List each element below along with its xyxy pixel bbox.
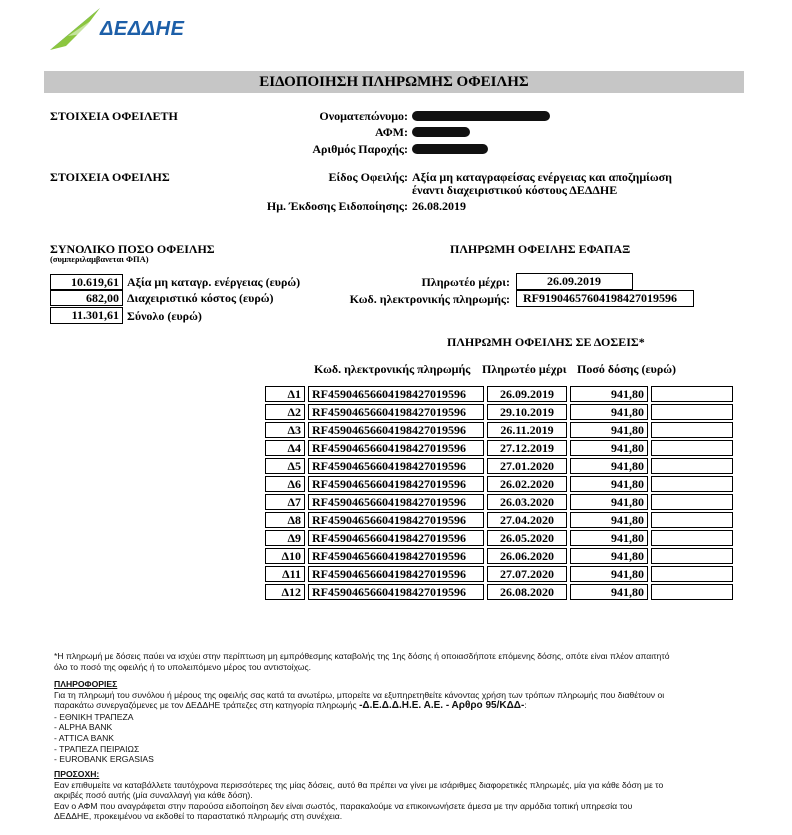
installment-code: RF45904656604198427019596: [308, 584, 484, 600]
installment-id: Δ7: [265, 494, 305, 510]
installment-row: [265, 566, 733, 582]
debtor-section-heading: ΣΤΟΙΧΕΙΑ ΟΦΕΙΛΕΤΗ: [50, 109, 178, 123]
page-title: ΕΙΔΟΠΟΙΗΣΗ ΠΛΗΡΩΜΗΣ ΟΦΕΙΛΗΣ: [44, 71, 744, 93]
installment-due: 26.08.2020: [487, 584, 567, 600]
installment-code: RF45904656604198427019596: [308, 512, 484, 528]
footnote: [54, 651, 670, 672]
bank-item: - ΕΘΝΙΚΗ ΤΡΑΠΕΖΑ: [54, 711, 134, 722]
installment-due: 26.11.2019: [487, 422, 567, 438]
admin-cost-label: Διαχειριστικό κόστος (ευρώ): [127, 291, 274, 305]
total-subheading: (συμπεριλαμβανεται ΦΠΑ): [50, 254, 149, 264]
info-heading: ΠΛΗΡΟΦΟΡΙΕΣ: [54, 679, 118, 689]
installment-amount: 941,80: [570, 458, 648, 474]
installment-empty-cell: [651, 422, 733, 438]
installments-table: [262, 384, 736, 602]
col-due-header: Πληρωτέο μέχρι: [482, 362, 567, 376]
installment-due: 27.01.2020: [487, 458, 567, 474]
installments-heading: ΠΛΗΡΩΜΗ ΟΦΕΙΛΗΣ ΣΕ ΔΟΣΕΙΣ*: [447, 335, 645, 349]
info-block: [54, 679, 664, 765]
installment-row: [265, 422, 733, 438]
attention-line2: ακριβές ποσό αυτής (μία συναλλαγή για κάθε δόση).: [54, 790, 253, 801]
supply-label: Αριθμός Παροχής:: [312, 142, 408, 156]
installment-row: [265, 512, 733, 528]
lump-heading: ΠΛΗΡΩΜΗ ΟΦΕΙΛΗΣ ΕΦΑΠΑΞ: [450, 242, 631, 256]
installment-due: 26.02.2020: [487, 476, 567, 492]
installment-empty-cell: [651, 584, 733, 600]
installment-amount: 941,80: [570, 512, 648, 528]
col-amount-header: Ποσό δόσης (ευρώ): [577, 362, 677, 376]
debt-type-line2: έναντι διαχειριστικού κόστους ΔΕΔΔΗΕ: [412, 183, 618, 197]
installment-id: Δ4: [265, 440, 305, 456]
col-code-header: Κωδ. ηλεκτρονικής πληρωμής: [314, 362, 471, 376]
bank-item: - ΤΡΑΠΕΖΑ ΠΕΙΡΑΙΩΣ: [54, 743, 140, 754]
installment-amount: 941,80: [570, 404, 648, 420]
installment-code: RF45904656604198427019596: [308, 386, 484, 402]
installment-code: RF45904656604198427019596: [308, 404, 484, 420]
info-line2: παρακάτω συνεργαζόμενες με τον ΔΕΔΔΗΕ τράπεζες στη κατηγορία πληρωμής -Δ.Ε.Δ.Δ.Η.Ε. Α.Ε. - Αρθρο 95/ΚΔΔ-:: [54, 700, 527, 712]
installment-id: Δ12: [265, 584, 305, 600]
installment-code: RF45904656604198427019596: [308, 566, 484, 582]
installment-row: [265, 548, 733, 564]
installment-amount: 941,80: [570, 422, 648, 438]
installment-amount: 941,80: [570, 494, 648, 510]
installment-row: [265, 530, 733, 546]
installment-empty-cell: [651, 440, 733, 456]
total-amount: 11.301,61: [50, 307, 123, 324]
installment-id: Δ8: [265, 512, 305, 528]
installment-id: Δ11: [265, 566, 305, 582]
installment-code: RF45904656604198427019596: [308, 440, 484, 456]
lump-code-value: RF91904657604198427019596: [516, 290, 694, 307]
company-logo: [48, 6, 196, 54]
installment-code: RF45904656604198427019596: [308, 530, 484, 546]
installment-row: [265, 494, 733, 510]
attention-line4: ΔΕΔΔΗΕ, προκειμένου να εκδοθεί το παραστατικό πληρωμής στη συνέχεια.: [54, 811, 343, 822]
installment-amount: 941,80: [570, 440, 648, 456]
afm-label: ΑΦΜ:: [374, 125, 408, 139]
name-redaction: [412, 111, 550, 121]
total-label: Σύνολο (ευρώ): [127, 309, 202, 323]
installment-row: [265, 584, 733, 600]
debt-section-heading: ΣΤΟΙΧΕΙΑ ΟΦΕΙΛΗΣ: [50, 170, 170, 184]
installment-amount: 941,80: [570, 476, 648, 492]
installment-row: [265, 404, 733, 420]
admin-cost-amount: 682,00: [50, 290, 123, 306]
installment-id: Δ3: [265, 422, 305, 438]
installment-empty-cell: [651, 512, 733, 528]
installment-id: Δ2: [265, 404, 305, 420]
installment-id: Δ10: [265, 548, 305, 564]
supply-redaction: [412, 144, 488, 154]
debt-type-label: Είδος Οφειλής:: [328, 170, 408, 184]
energy-amount: 10.619,61: [50, 274, 123, 290]
installment-due: 26.06.2020: [487, 548, 567, 564]
installment-amount: 941,80: [570, 548, 648, 564]
installment-due: 26.05.2020: [487, 530, 567, 546]
installment-id: Δ1: [265, 386, 305, 402]
installment-due: 26.09.2019: [487, 386, 567, 402]
attention-heading: ΠΡΟΣΟΧΗ:: [54, 769, 100, 779]
energy-label: Αξία μη καταγρ. ενέργειας (ευρώ): [127, 275, 301, 289]
footnote-line2: όλο το ποσό της οφειλής ή το υπολειπόμενο μέρος του αντιστοίχως.: [54, 661, 312, 672]
bank-item: - ATTICA BANK: [54, 732, 115, 743]
attention-block: [54, 769, 663, 822]
installment-code: RF45904656604198427019596: [308, 422, 484, 438]
installment-row: [265, 440, 733, 456]
footnote-line1: *Η πληρωμή με δόσεις παύει να ισχύει στην περίπτωση μη εμπρόθεσμης καταβολής της 1ης δόσης ή οποιασδήποτε επόμενης δόσης, οπότε είναι πλέον απαιτητό: [54, 651, 670, 661]
debt-type-line1: Αξία μη καταγραφείσας ενέργειας και αποζημίωση: [412, 170, 672, 184]
total-heading: ΣΥΝΟΛΙΚΟ ΠΟΣΟ ΟΦΕΙΛΗΣ: [50, 242, 215, 256]
installment-row: [265, 476, 733, 492]
installment-id: Δ6: [265, 476, 305, 492]
installment-due: 27.04.2020: [487, 512, 567, 528]
installment-empty-cell: [651, 530, 733, 546]
installment-empty-cell: [651, 476, 733, 492]
logo-mark-icon: [48, 6, 104, 54]
installment-due: 29.10.2019: [487, 404, 567, 420]
logo-text: ΔΕΔΔΗΕ: [100, 18, 185, 40]
name-label: Ονοματεπώνυμο:: [319, 109, 408, 123]
installment-code: RF45904656604198427019596: [308, 494, 484, 510]
issue-date-label: Ημ. Έκδοσης Ειδοποίησης:: [266, 199, 408, 213]
installment-due: 27.07.2020: [487, 566, 567, 582]
installment-empty-cell: [651, 566, 733, 582]
installment-due: 26.03.2020: [487, 494, 567, 510]
afm-redaction: [412, 127, 470, 137]
installment-amount: 941,80: [570, 584, 648, 600]
lump-due-label: Πληρωτέο μέχρι:: [421, 275, 510, 289]
issue-date: 26.08.2019: [412, 199, 466, 213]
installment-empty-cell: [651, 548, 733, 564]
lump-code-label: Κωδ. ηλεκτρονικής πληρωμής:: [349, 292, 510, 306]
installment-empty-cell: [651, 494, 733, 510]
installment-code: RF45904656604198427019596: [308, 548, 484, 564]
bank-item: - ALPHA BANK: [54, 722, 113, 733]
installment-code: RF45904656604198427019596: [308, 476, 484, 492]
bank-item: - EUROBANK ERGASIAS: [54, 754, 154, 765]
installment-due: 27.12.2019: [487, 440, 567, 456]
installment-amount: 941,80: [570, 566, 648, 582]
installment-empty-cell: [651, 404, 733, 420]
installment-amount: 941,80: [570, 386, 648, 402]
installment-amount: 941,80: [570, 530, 648, 546]
attention-line1: Εαν επιθυμείτε να καταβάλλετε ταυτόχρονα περισσότερες της μίας δόσεις, αυτό θα πρέπει να γίνει με ισάριθμες διαφορετικές πληρωμές, μία για κάθε δόση με το: [54, 779, 664, 790]
installment-id: Δ9: [265, 530, 305, 546]
installment-empty-cell: [651, 458, 733, 474]
attention-line3: Εαν ο ΑΦΜ που αναγράφεται στην παρούσα ειδοποίηση δεν είναι σωστός, παρακαλούμε να επικοινωνήσετε άμεσα με την αρμόδια τοπική υπηρεσία του: [54, 800, 633, 811]
installment-row: [265, 458, 733, 474]
installment-code: RF45904656604198427019596: [308, 458, 484, 474]
info-line1: Για τη πληρωμή του συνόλου ή μέρους της οφειλής σας κατά τα ανωτέρω, μπορείτε να εξυπηρετηθείτε κάνοντας χρήση των τρόπων πληρωμής που διαθέτουν οι: [54, 689, 665, 700]
lump-due-value: 26.09.2019: [516, 273, 633, 290]
installment-row: [265, 386, 733, 402]
installment-id: Δ5: [265, 458, 305, 474]
installment-empty-cell: [651, 386, 733, 402]
